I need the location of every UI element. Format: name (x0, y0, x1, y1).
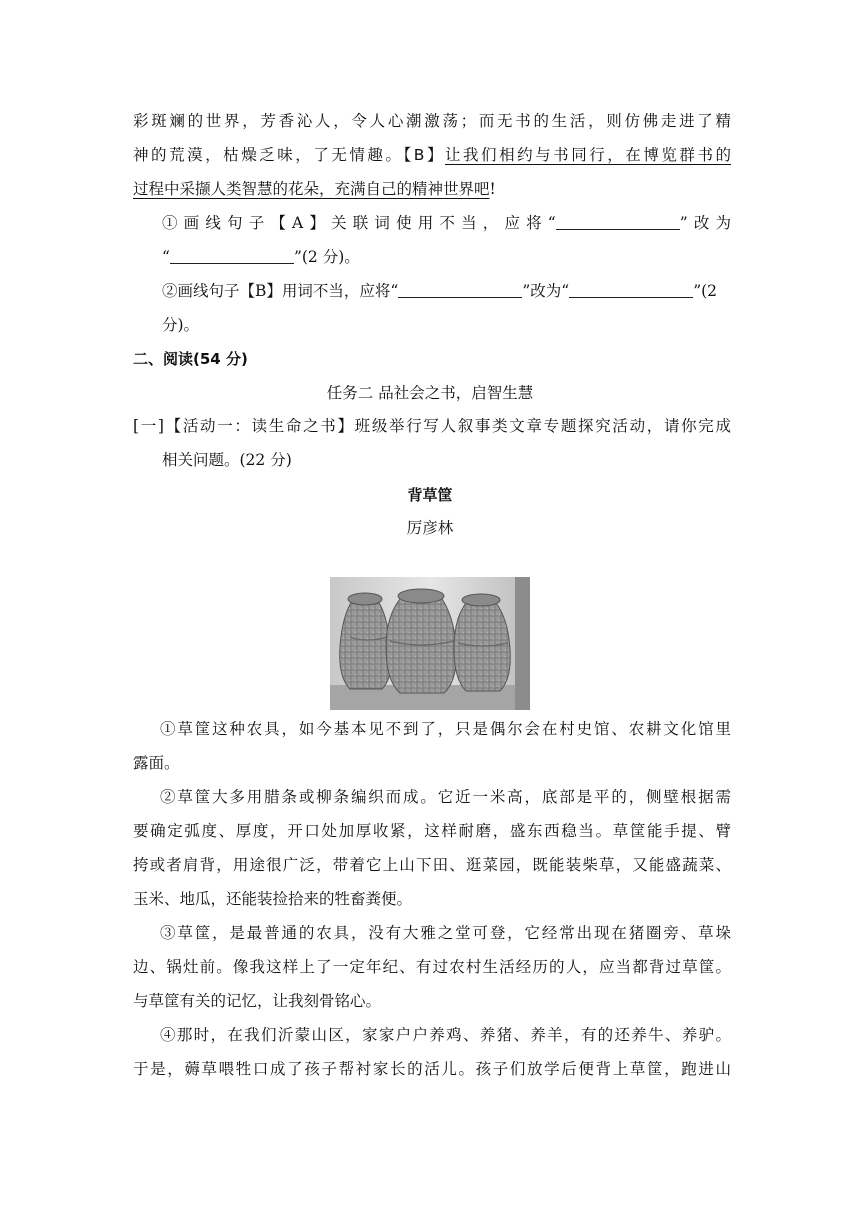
text-line (133, 145, 731, 165)
marker-b: 【B】 (403, 146, 445, 164)
text-span: ①画线句子【A】关联词使用不当，应将“ (162, 214, 556, 232)
article-line: ④那时，在我们沂蒙山区，家家户户养鸡、养猪、养羊，有的还养牛、养驴。 (160, 1026, 731, 1044)
text-span: ②画线句子【B】用词不当，应将“ (162, 282, 399, 300)
article-line: ②草筐大多用腊条或柳条编织而成。它近一米高，底部是平的，侧壁根据需 (160, 788, 731, 806)
question-2-line: 分)。 (162, 316, 200, 334)
text-span: ”(2 (693, 282, 718, 300)
answer-blank[interactable] (569, 283, 693, 298)
question-1-line (162, 247, 731, 267)
question-1-line (162, 213, 731, 233)
answer-blank[interactable] (556, 215, 680, 230)
article-author: 厉彦林 (406, 519, 454, 537)
text-span: ! (489, 180, 496, 198)
article-line: 于是，薅草喂牲口成了孩子帮衬家长的活儿。孩子们放学后便背上草筐，跑进山 (133, 1060, 731, 1078)
underlined-sentence-b: 让我们相约与书同行，在博览群书的 (444, 146, 731, 164)
text-span: 神的荒漠，枯燥乏味，了无情趣。 (133, 146, 404, 164)
text-span: ”改为 (679, 214, 731, 232)
article-line: 玉米、地瓜，还能装捡拾来的牲畜粪便。 (133, 890, 413, 908)
basket-2 (386, 589, 456, 693)
question-2-line (162, 281, 731, 301)
article-line: ③草筐，是最普通的农具，没有大雅之堂可登，它经常出现在猪圈旁、草垛 (160, 924, 731, 942)
activity-line: [一]【活动一：读生命之书】班级举行写人叙事类文章专题探究活动，请你完成 (133, 417, 731, 435)
text-line (133, 179, 731, 199)
text-line: 彩斑斓的世界，芳香沁人，令人心潮激荡；而无书的生活，则仿佛走进了精 (133, 112, 731, 130)
underlined-sentence-b: 过程中采撷人类智慧的花朵，充满自己的精神世界吧 (133, 180, 490, 198)
task-title: 任务二 品社会之书，启智生慧 (326, 384, 534, 402)
article-line: 与草筐有关的记忆，让我刻骨铭心。 (133, 992, 382, 1010)
activity-line: 相关问题。(22 分) (162, 451, 292, 469)
article-line: 挎或者肩背，用途很广泛，带着它上山下田、逛菜园，既能装柴草，又能盛蔬菜、 (133, 856, 731, 874)
section-heading: 二、阅读(54 分) (133, 350, 248, 368)
article-line: ①草筐这种农具，如今基本见不到了，只是偶尔会在村史馆、农耕文化馆里 (160, 720, 731, 738)
text-span: ”改为“ (522, 282, 570, 300)
article-line: 要确定弧度、厚度，开口处加厚收紧，这样耐磨，盛东西稳当。草筐能手提、臂 (133, 822, 731, 840)
answer-blank[interactable] (398, 283, 522, 298)
answer-blank[interactable] (170, 249, 294, 264)
article-title: 背草筐 (407, 486, 453, 504)
text-span: ”(2 分)。 (293, 248, 360, 266)
basket-photo (330, 577, 530, 710)
article-line: 边、锅灶前。像我这样上了一定年纪、有过农村生活经历的人，应当都背过草筐。 (133, 958, 731, 976)
article-line: 露面。 (133, 754, 180, 772)
text-span: “ (162, 248, 170, 266)
